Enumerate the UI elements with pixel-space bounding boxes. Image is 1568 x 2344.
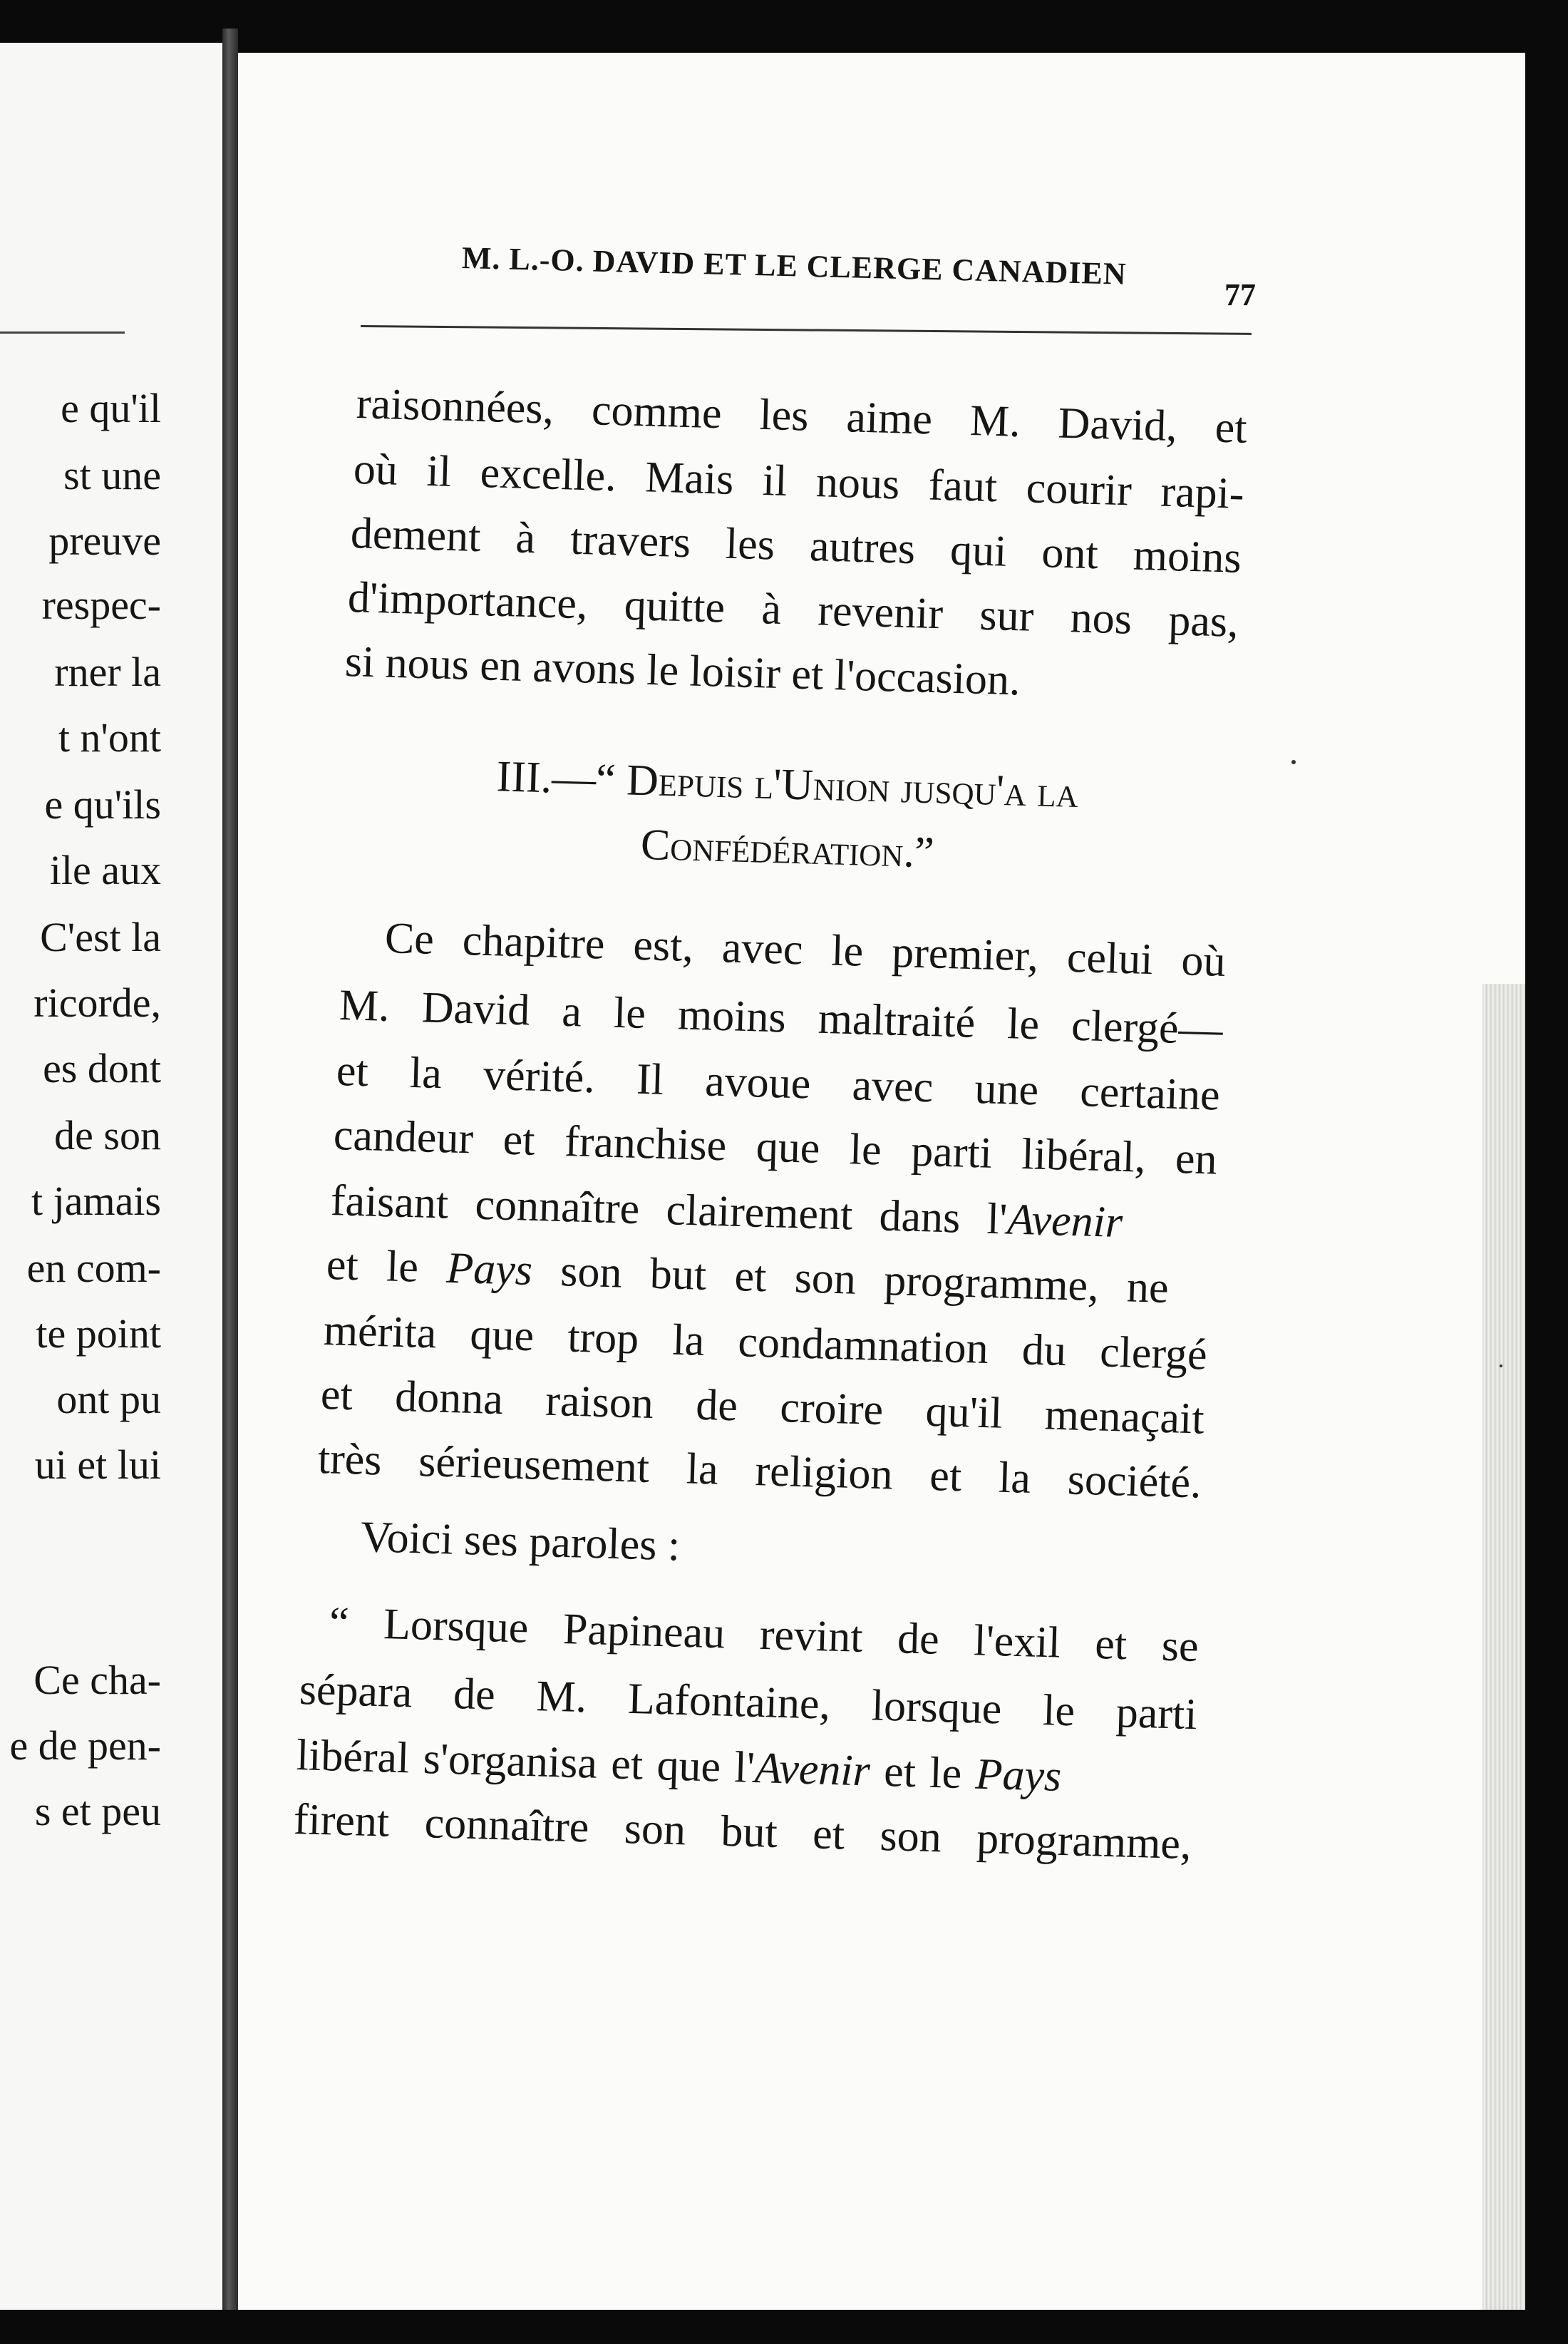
- left-line: ui et lui: [34, 1441, 161, 1488]
- italic-title: Avenir: [754, 1743, 871, 1796]
- text-line: où il excelle. Mais il nous faut courir rapi-: [353, 445, 1245, 518]
- left-line: ile aux: [49, 847, 161, 893]
- text-span: et le: [869, 1747, 976, 1799]
- text-line: et donna raison de croire qu'il menaçait: [320, 1370, 1205, 1444]
- left-line: ricorde,: [33, 980, 161, 1026]
- text-line: si nous en avons le loisir et l'occasion.: [344, 637, 1021, 705]
- left-line: ont pu: [56, 1376, 161, 1422]
- text-line: dement à travers les autres qui ont moins: [350, 509, 1242, 582]
- left-line: de son: [54, 1112, 161, 1158]
- left-line: t jamais: [31, 1178, 161, 1224]
- section-heading: III.—“ Depuis l'Union jusqu'a la: [495, 752, 1079, 818]
- text-line: raisonnées, comme les aime M. David, et: [356, 379, 1248, 453]
- scan-speck: [1500, 1364, 1502, 1367]
- left-line: e de pen-: [9, 1722, 161, 1769]
- page-edge-stack: [1482, 984, 1525, 2310]
- running-title: M. L.-O. DAVID ET LE CLERGE CANADIEN: [461, 240, 1128, 292]
- left-line: respec-: [41, 582, 161, 628]
- text-line: d'importance, quitte à revenir sur nos pas,: [347, 573, 1239, 647]
- scan-border-right: [1525, 0, 1568, 2344]
- text-span: et le: [326, 1240, 448, 1292]
- text-line: Ce chapitre est, avec le premier, celui où: [384, 914, 1227, 986]
- left-line: s et peu: [34, 1788, 161, 1834]
- left-line: C'est la: [40, 914, 161, 960]
- text-line: M. David a le moins maltraité le clergé—: [339, 981, 1224, 1054]
- left-line: t n'ont: [58, 714, 161, 761]
- text-line: sépara de M. Lafontaine, lorsque le parti: [299, 1665, 1198, 1739]
- text-line: très sérieusement la religion et la société.: [317, 1434, 1202, 1508]
- italic-title: Avenir: [1006, 1195, 1123, 1248]
- scan-border-bottom: [0, 2310, 1568, 2344]
- left-line: Ce cha-: [33, 1657, 161, 1703]
- text-span: faisant connaître clairement dans l': [330, 1176, 1009, 1244]
- text-line: “ Lorsque Papineau revint de l'exil et se: [329, 1598, 1200, 1672]
- left-page-fragment: [0, 43, 222, 2317]
- book-gutter: [222, 29, 238, 2317]
- text-line: et la vérité. Il avoue avec une certaine: [336, 1047, 1221, 1120]
- left-line: e qu'ils: [44, 781, 161, 828]
- left-line: te point: [36, 1310, 161, 1357]
- left-line: es dont: [43, 1045, 161, 1091]
- text-line: mérita que trop la condamnation du clergé: [323, 1306, 1208, 1379]
- section-heading: Confédération.”: [640, 820, 935, 878]
- text-span: son but et son programme, ne: [531, 1246, 1170, 1312]
- text-span: libéral s'organisa et que l': [296, 1731, 755, 1792]
- page-number: 77: [1224, 277, 1256, 312]
- text-line: candeur et franchise que le parti libéral, en: [333, 1111, 1218, 1184]
- left-line: rner la: [54, 649, 161, 695]
- left-line: st une: [63, 452, 161, 498]
- scan-speck: [1291, 760, 1296, 764]
- text-line: firent connaître son but et son programme,: [293, 1795, 1192, 1869]
- italic-title: Pays: [445, 1243, 533, 1295]
- left-line: en com-: [26, 1245, 161, 1291]
- left-page-rule: [0, 331, 125, 334]
- italic-title: Pays: [974, 1749, 1063, 1801]
- left-line: preuve: [48, 518, 161, 564]
- text-line: Voici ses paroles :: [360, 1513, 681, 1571]
- left-line: e qu'il: [61, 385, 161, 431]
